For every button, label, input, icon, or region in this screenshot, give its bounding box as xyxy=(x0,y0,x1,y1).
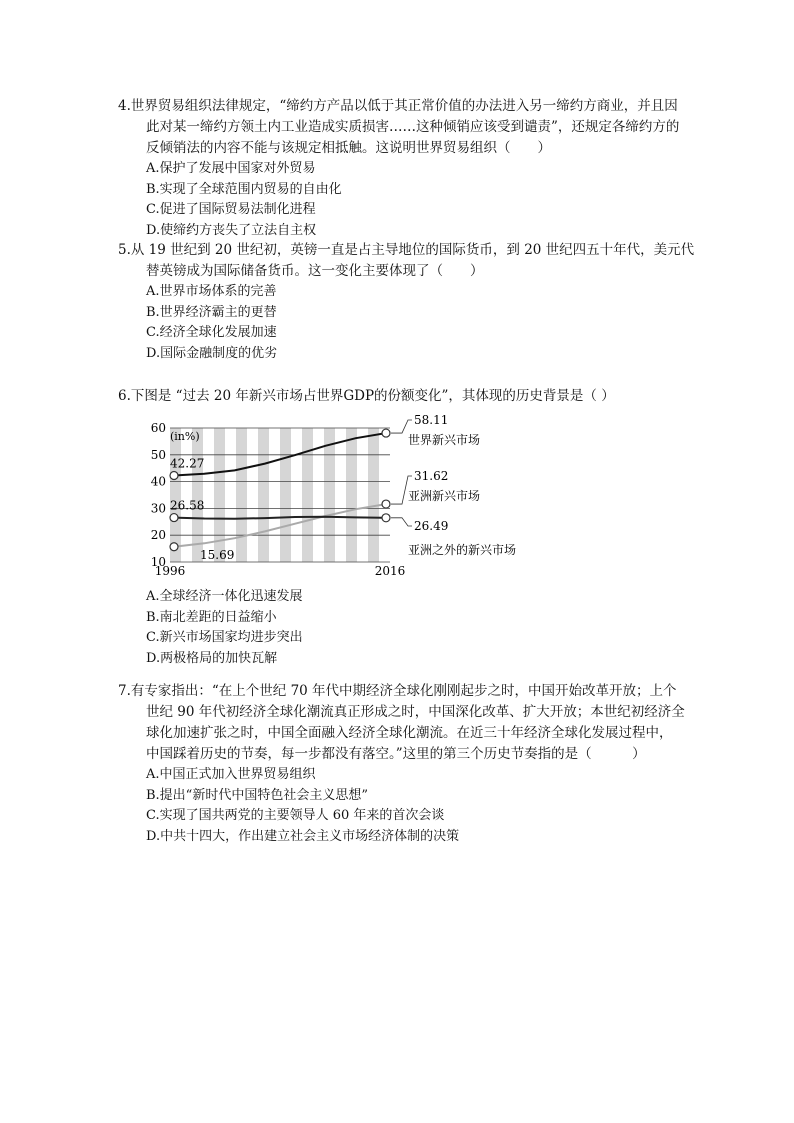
emerging-markets-chart xyxy=(118,414,538,586)
option-c[interactable]: C.促进了国际贸易法制化进程 xyxy=(146,202,316,218)
question-4-stem-line: 此对某一缔约方领土内工业造成实质损害……这种倾销应该受到谴责”，还规定各缔约方的 xyxy=(146,119,680,135)
chart-start-label: 42.27 xyxy=(170,456,205,471)
question-6-options xyxy=(118,587,703,669)
chart-start-label: 26.58 xyxy=(170,498,205,513)
chart-series-name-label: 世界新兴市场 xyxy=(408,433,481,447)
chart-stripe xyxy=(346,428,357,562)
chart-stripe xyxy=(324,428,335,562)
chart-leader-line xyxy=(391,518,412,526)
chart-svg xyxy=(118,414,538,586)
chart-unit-label: (in%) xyxy=(170,430,200,443)
chart-end-value-label: 31.62 xyxy=(414,469,449,483)
chart-y-tick-label: 50 xyxy=(150,447,166,462)
option-a[interactable]: A.世界市场体系的完善 xyxy=(146,284,277,299)
chart-y-tick-label: 60 xyxy=(150,421,166,435)
chart-stripe xyxy=(258,428,269,562)
chart-y-tick-label: 40 xyxy=(150,474,166,489)
question-6 xyxy=(118,386,703,407)
option-a[interactable]: A.全球经济一体化迅速发展 xyxy=(146,589,303,604)
chart-stripe xyxy=(236,428,247,562)
question-7-stem-line: 世纪 90 年代初经济全球化潮流真正形成之时，中国深化改革、扩大开放；本世纪初经济全 xyxy=(146,704,685,720)
question-7-stem-line: 7.有专家指出：“在上个世纪 70 年代中期经济全球化刚刚起步之时，中国开始改革开放；上个 xyxy=(118,683,677,699)
question-7 xyxy=(118,681,703,847)
question-7-stem-line: 球化加速扩张之时，中国全面融入经济全球化潮流。在近三十年经济全球化发展过程中， xyxy=(146,725,673,741)
chart-x-tick-label: 2016 xyxy=(374,564,406,578)
question-5-stem-line: 5.从 19 世纪到 20 世纪初，英镑一直是占主导地位的国际货币，到 20 世纪四五十年代，美元代 xyxy=(118,242,695,258)
chart-point-end xyxy=(382,429,390,437)
option-a[interactable]: A.中国正式加入世界贸易组织 xyxy=(146,767,316,782)
chart-series-name-label: 亚洲之外的新兴市场 xyxy=(408,543,517,557)
chart-point-end xyxy=(382,514,390,522)
chart-point-start xyxy=(170,472,178,480)
option-b[interactable]: B.提出“新时代中国特色社会主义思想” xyxy=(146,787,368,803)
option-b[interactable]: B.世界经济霸主的更替 xyxy=(146,304,277,320)
chart-series-name-label: 亚洲新兴市场 xyxy=(408,489,481,503)
chart-x-ticks xyxy=(155,564,406,578)
chart-y-tick-label: 20 xyxy=(150,528,166,543)
chart-leader-line xyxy=(391,420,412,433)
question-7-stem-line: 中国踩着历史的节奏，每一步都没有落空。”这里的第三个历史节奏指的是（ ） xyxy=(146,746,646,762)
chart-point-start xyxy=(170,543,178,551)
question-6-options-wrap xyxy=(118,587,703,669)
question-4-stem-line: 反倾销法的内容不能与该规定相抵触。这说明世界贸易组织（ ） xyxy=(146,140,551,156)
option-d[interactable]: D.国际金融制度的优劣 xyxy=(146,345,278,361)
chart-y-tick-label: 10 xyxy=(150,555,166,569)
question-5-stem xyxy=(118,240,703,282)
option-b[interactable]: B.实现了全球范围内贸易的自由化 xyxy=(146,181,342,197)
question-5-options xyxy=(118,282,703,364)
chart-stripe xyxy=(280,428,291,562)
option-d[interactable]: D.使缔约方丧失了立法自主权 xyxy=(146,222,317,238)
option-c[interactable]: C.实现了国共两党的主要领导人 60 年来的首次会谈 xyxy=(146,808,445,824)
chart-end-value-label: 58.11 xyxy=(414,414,449,427)
option-a[interactable]: A.保护了发展中国家对外贸易 xyxy=(146,161,316,176)
question-7-options xyxy=(118,765,703,847)
question-4-stem-line: 4.世界贸易组织法律规定，“缔约方产品以低于其正常价值的办法进入另一缔约方商业，并且因 xyxy=(118,98,678,114)
chart-point-start xyxy=(170,514,178,522)
chart-stripe xyxy=(192,428,203,562)
chart-x-tick-label: 1996 xyxy=(154,564,186,578)
chart-point-end xyxy=(382,500,390,508)
chart-y-tick-label: 30 xyxy=(150,501,166,516)
chart-start-label: 15.69 xyxy=(200,547,235,562)
question-7-stem xyxy=(118,681,703,765)
question-4-options xyxy=(118,159,703,241)
chart-stripe xyxy=(170,428,181,562)
question-5-stem-line: 替英镑成为国际储备货币。这一变化主要体现了（ ） xyxy=(146,263,484,279)
chart-background-stripes xyxy=(170,428,379,562)
option-c[interactable]: C.新兴市场国家均进步突出 xyxy=(146,630,303,646)
chart-end-value-label: 26.49 xyxy=(414,519,449,533)
option-b[interactable]: B.南北差距的日益缩小 xyxy=(146,609,277,625)
question-4-stem xyxy=(118,96,703,159)
chart-y-ticks xyxy=(151,421,166,569)
chart-stripe xyxy=(302,428,313,562)
option-d[interactable]: D.中共十四大，作出建立社会主义市场经济体制的决策 xyxy=(146,828,460,844)
question-6-stem: 6.下图是 “过去 20 年新兴市场占世界GDP的份额变化”，其体现的历史背景是（ ） xyxy=(118,388,615,404)
question-4 xyxy=(118,96,703,241)
option-d[interactable]: D.两极格局的加快瓦解 xyxy=(146,650,278,666)
chart-stripe xyxy=(368,428,379,562)
option-c[interactable]: C.经济全球化发展加速 xyxy=(146,325,277,341)
question-5 xyxy=(118,240,703,364)
